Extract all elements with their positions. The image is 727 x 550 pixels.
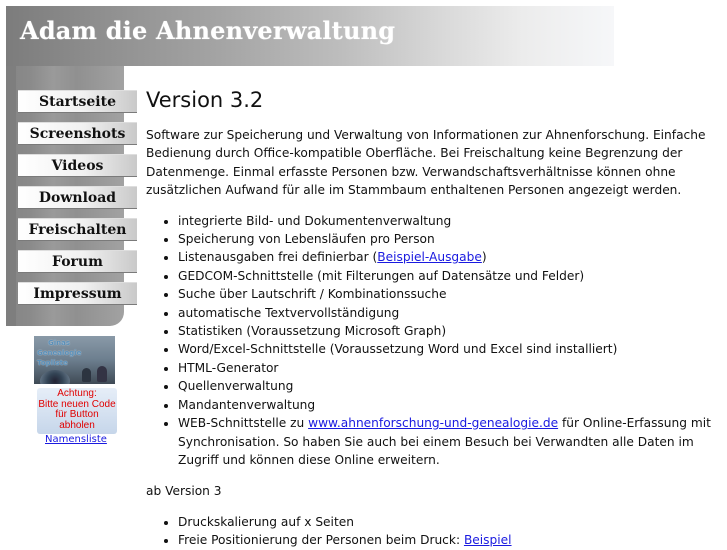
main-nav — [18, 90, 138, 314]
list-item: • Quellenverwaltung — [178, 377, 726, 395]
nav-impressum[interactable]: Impressum — [18, 282, 137, 305]
beispiel-ausgabe-link[interactable]: Beispiel-Ausgabe — [377, 250, 482, 265]
nav-screenshots[interactable]: Screenshots — [18, 122, 137, 145]
notice-line: Achtung: — [57, 388, 97, 399]
list-item: • Speicherung von Lebensläufen pro Person — [178, 230, 726, 248]
feature-list — [146, 212, 726, 470]
site-header-banner — [6, 6, 614, 66]
notice-line: abholen — [59, 419, 95, 431]
nav-startseite[interactable]: Startseite — [18, 90, 137, 113]
item-text: Freie Positionierung der Personen beim Druck: — [178, 533, 464, 548]
item-text: Listenausgaben frei definierbar ( — [178, 250, 378, 265]
notice-line: für Button — [55, 409, 99, 420]
intro-paragraph: Software zur Speicherung und Verwaltung von Informationen zur Ahnenforschung. Einfache Bedienung durch Office-kompatible Oberfläche. Bei Freischaltung keine Begrenzung der Datenmenge. Einmal erfasste Personen bzw. Verwandschaftsverhältnisse können ohne zusätzlichen Aufwand für alle im Stammbaum enthaltenen Personen angezeigt werden. — [146, 128, 706, 198]
notice-line: Bitte neuen Code — [38, 398, 116, 410]
nav-forum[interactable]: Forum — [18, 250, 137, 273]
nav-freischalten[interactable]: Freischalten — [18, 218, 137, 241]
item-text: ) — [481, 250, 487, 265]
badge-line: Topliste — [37, 359, 68, 367]
code-notice-badge[interactable] — [37, 388, 117, 434]
beispiel-link[interactable]: Beispiel — [463, 533, 512, 548]
list-item — [178, 414, 726, 469]
nav-download[interactable]: Download — [18, 186, 137, 209]
main-content — [146, 86, 726, 550]
nav-videos[interactable]: Videos — [18, 154, 137, 177]
item-text: WEB-Schnittstelle zu — [178, 416, 309, 431]
list-item — [178, 248, 726, 266]
site-title: Adam die Ahnenverwaltung — [20, 16, 396, 45]
item-text: für Online-Erfassung mit Synchronisation. So haben Sie auch bei einem Besuch bei Verwandten alle Daten im Zugriff und können diese Online erweitern. — [178, 416, 711, 467]
list-item: • Mandantenverwaltung — [178, 396, 726, 414]
list-item: • Druckskalierung auf x Seiten — [178, 513, 726, 531]
page-title: Version 3.2 — [146, 88, 264, 112]
ahnenforschung-link[interactable]: www.ahnenforschung-und-genealogie.de — [308, 416, 559, 431]
genealogie-topliste-badge[interactable] — [34, 336, 115, 384]
figure-icon — [82, 368, 91, 382]
list-item: • Word/Excel-Schnittstelle (Voraussetzung Word und Excel sind installiert) — [178, 340, 726, 358]
section-heading-v3: ab Version 3 — [146, 484, 222, 499]
list-item — [178, 531, 726, 549]
list-item: • integrierte Bild- und Dokumentenverwaltung — [178, 212, 726, 230]
eye-icon — [40, 370, 70, 384]
sidebar-stripe — [6, 66, 16, 326]
badge-line: Genealogie — [37, 349, 82, 357]
list-item: • Statistiken (Voraussetzung Microsoft Graph) — [178, 322, 726, 340]
list-item: • automatische Textvervollständigung — [178, 304, 726, 322]
namensliste-link[interactable]: Namensliste — [45, 434, 107, 445]
feature-list-v3 — [146, 513, 726, 550]
badge-line: Ginas — [48, 339, 71, 347]
list-item: • Suche über Lautschrift / Kombinationssuche — [178, 285, 726, 303]
list-item: • GEDCOM-Schnittstelle (mit Filterungen auf Datensätze und Felder) — [178, 267, 726, 285]
list-item: • HTML-Generator — [178, 359, 726, 377]
figure-icon — [97, 366, 107, 382]
